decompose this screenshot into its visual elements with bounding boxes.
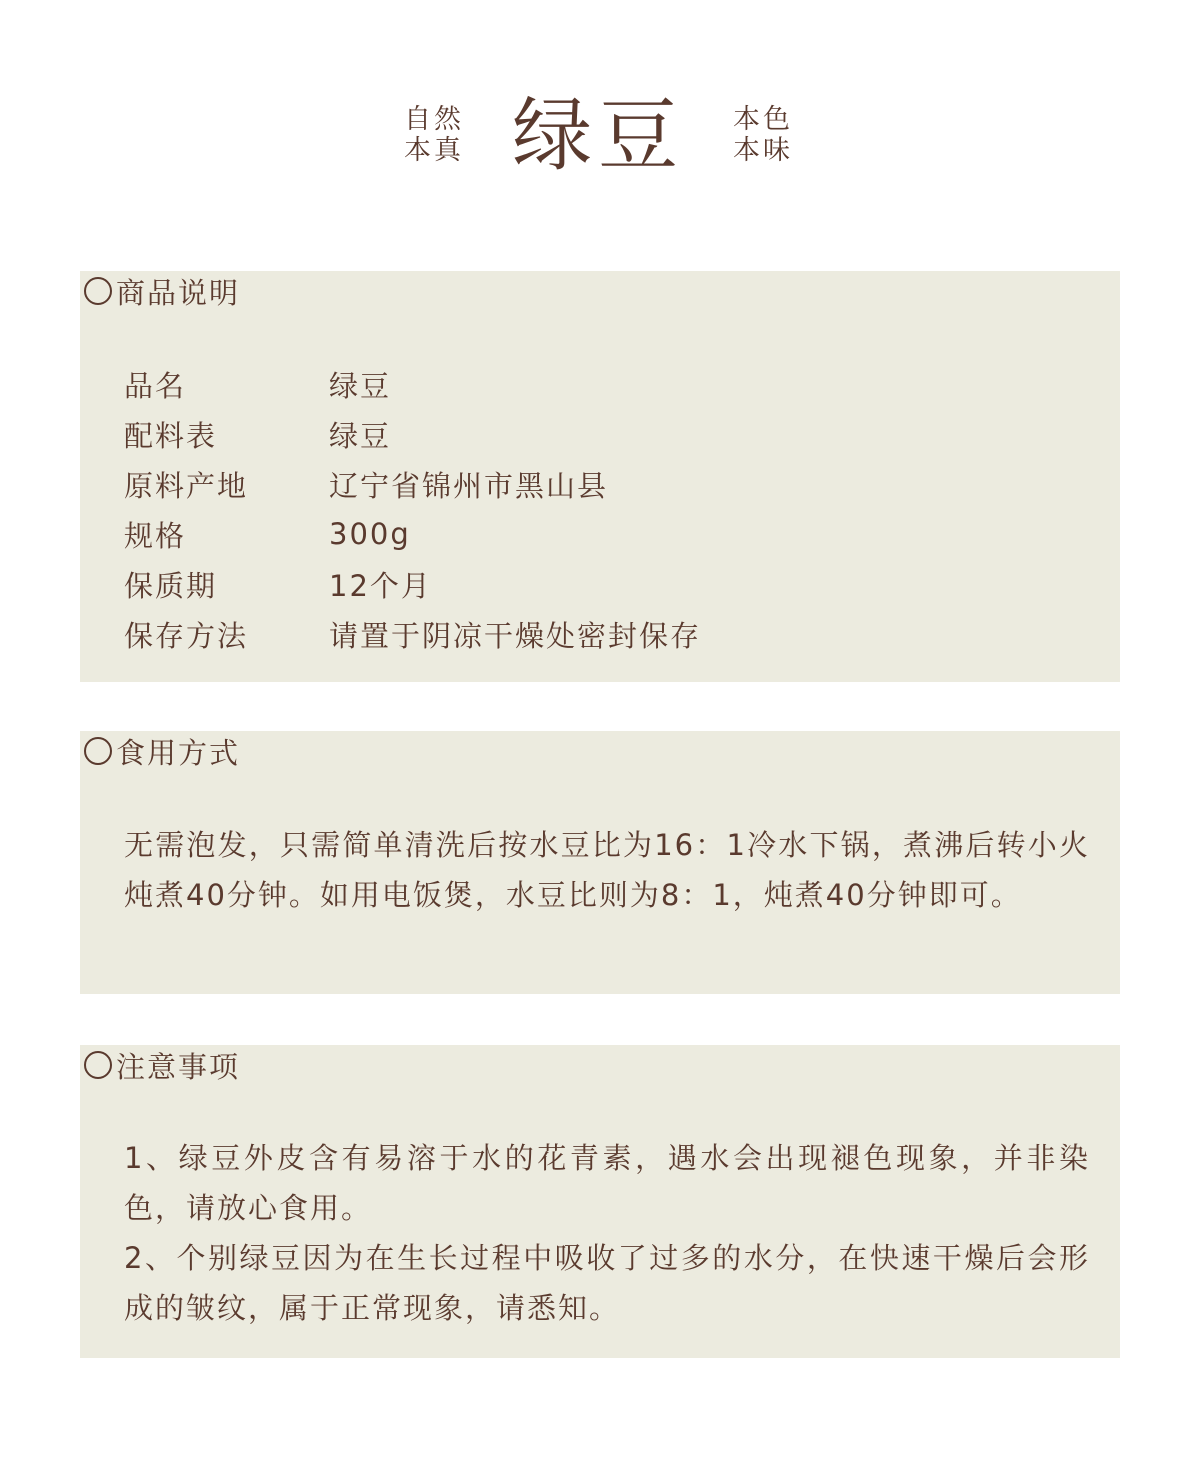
usage-heading-text: 食用方式 xyxy=(116,735,241,770)
slogan-right-line1: 本色 xyxy=(733,104,793,135)
info-row-ingredients xyxy=(124,409,701,459)
info-label: 保存方法 xyxy=(124,618,249,653)
info-value: 辽宁省锦州市黑山县 xyxy=(329,468,609,503)
circle-icon xyxy=(84,277,112,305)
product-info-heading-text: 商品说明 xyxy=(116,275,241,310)
page-header xyxy=(0,90,1200,190)
notes-list xyxy=(124,1133,1090,1333)
info-row-storage xyxy=(124,609,701,659)
slogan-right xyxy=(733,104,793,166)
product-info-heading xyxy=(84,271,240,311)
info-label: 品名 xyxy=(124,368,187,403)
notes-heading xyxy=(84,1045,240,1085)
info-label: 原料产地 xyxy=(124,468,249,503)
info-label: 保质期 xyxy=(124,568,218,603)
info-label: 配料表 xyxy=(124,418,218,453)
info-value: 请置于阴凉干燥处密封保存 xyxy=(329,618,702,653)
info-row-shelf-life xyxy=(124,559,701,609)
slogan-right-line2: 本味 xyxy=(733,135,793,166)
info-row-name xyxy=(124,359,701,409)
page-title: 绿豆 xyxy=(512,89,684,182)
info-row-spec xyxy=(124,509,701,559)
info-row-origin xyxy=(124,459,701,509)
circle-icon xyxy=(84,737,112,765)
usage-text xyxy=(124,820,1090,920)
info-value: 绿豆 xyxy=(329,418,392,453)
info-value: 绿豆 xyxy=(329,368,392,403)
product-info-table xyxy=(124,359,701,659)
slogan-left xyxy=(404,104,464,166)
slogan-left-line2: 本真 xyxy=(404,135,464,166)
usage-section xyxy=(80,731,1120,994)
usage-paragraph: 无需泡发，只需简单清洗后按水豆比为16：1冷水下锅，煮沸后转小火炖煮40分钟。如用电饭煲，水豆比则为8：1，炖煮40分钟即可。 xyxy=(124,828,1090,912)
info-value: 12个月 xyxy=(329,568,432,603)
note-item: 1、绿豆外皮含有易溶于水的花青素，遇水会出现褪色现象，并非染色，请放心食用。 xyxy=(124,1141,1090,1225)
usage-heading xyxy=(84,731,240,771)
note-item: 2、个别绿豆因为在生长过程中吸收了过多的水分，在快速干燥后会形成的皱纹，属于正常现象，请悉知。 xyxy=(124,1241,1090,1325)
info-label: 规格 xyxy=(124,518,187,553)
slogan-left-line1: 自然 xyxy=(404,104,464,135)
notes-heading-text: 注意事项 xyxy=(116,1049,241,1084)
info-value: 300g xyxy=(329,517,411,551)
circle-icon xyxy=(84,1051,112,1079)
notes-section xyxy=(80,1045,1120,1358)
product-info-section xyxy=(80,271,1120,682)
